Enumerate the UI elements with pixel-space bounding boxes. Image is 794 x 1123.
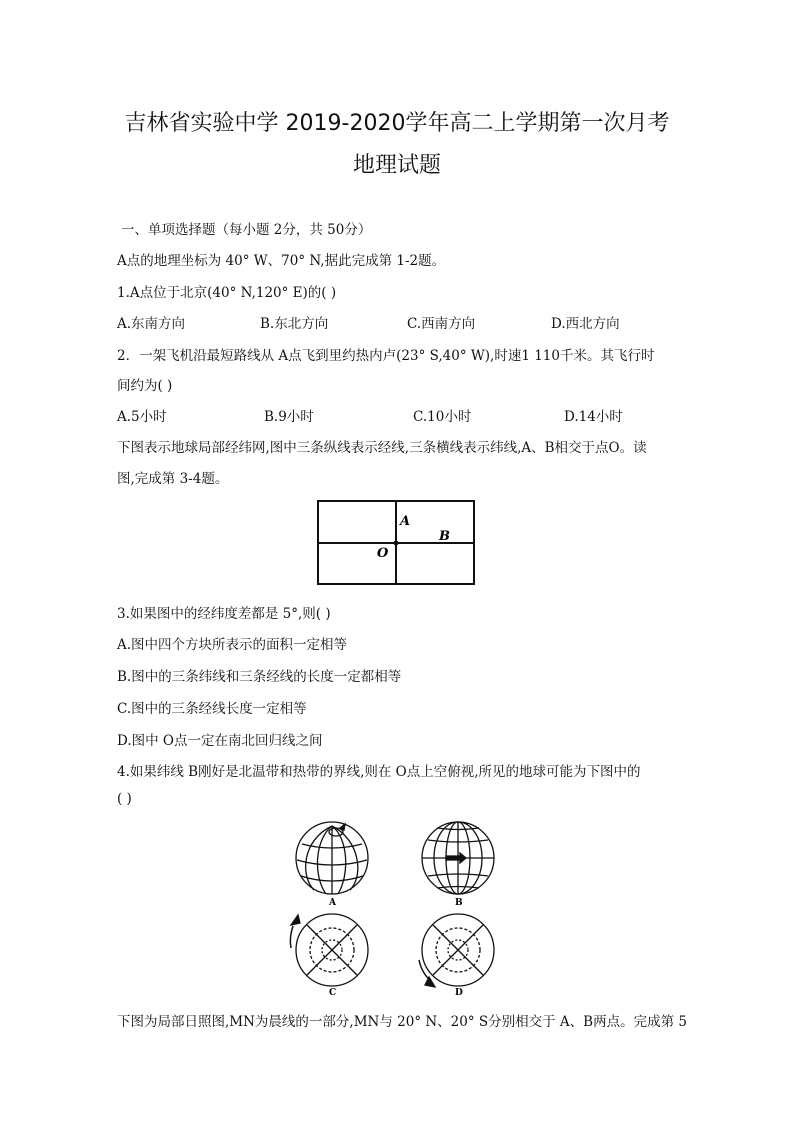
exam-title-line1: 吉林省实验中学 2019-2020学年高二上学期第一次月考	[124, 111, 670, 136]
lat-lon-grid-figure	[315, 498, 477, 588]
q3-option-d: D.图中 O点一定在南北回归线之间	[117, 733, 323, 749]
globe-b	[422, 822, 494, 894]
q3-option-c: C.图中的三条经线长度一定相等	[117, 701, 307, 717]
q2-option-c: C.10小时	[413, 409, 472, 425]
globe-c	[290, 914, 368, 986]
q2-option-d: D.14小时	[564, 409, 623, 425]
intro-q3-4-line2: 图,完成第 3-4题。	[117, 471, 229, 487]
q2-stem-line1: 2．一架飞机沿最短路线从 A点飞到里约热内卢(23° S,40° W),时速1 110千米。其飞行时	[117, 348, 655, 364]
globe-label-c: C	[329, 988, 337, 996]
grid-label-b: B	[439, 529, 450, 544]
point-o-marker	[394, 541, 399, 546]
q1-option-b: B.东北方向	[260, 316, 329, 332]
exam-title-line2: 地理试题	[352, 153, 441, 178]
q1-option-c: C.西南方向	[407, 316, 476, 332]
q4-stem-line2: ( )	[117, 791, 132, 807]
globe-options-figure	[288, 818, 508, 996]
globe-a	[296, 822, 368, 894]
q1-stem: 1.A点位于北京(40° N,120° E)的( )	[117, 285, 337, 301]
q2-option-b: B.9小时	[264, 409, 314, 425]
globe-label-a: A	[329, 898, 336, 908]
q1-option-a: A.东南方向	[117, 316, 186, 332]
q3-option-a: A.图中四个方块所表示的面积一定相等	[117, 637, 348, 653]
globe-d	[419, 914, 494, 987]
intro-q1-2: A点的地理坐标为 40° W、70° N,据此完成第 1-2题。	[117, 253, 446, 269]
globe-label-b: B	[455, 898, 463, 908]
grid-label-a: A	[400, 514, 411, 529]
section-heading: 一、单项选择题（每小题 2分，共 50分）	[121, 222, 372, 238]
q3-stem: 3.如果图中的经纬度差都是 5°,则( )	[117, 606, 331, 622]
q2-stem-line2: 间约为( )	[117, 378, 173, 394]
intro-q5: 下图为局部日照图,MN为晨线的一部分,MN与 20° N、20° S分别相交于 A、B两点。完成第 5	[117, 1014, 687, 1030]
q4-stem-line1: 4.如果纬线 B刚好是北温带和热带的界线,则在 O点上空俯视,所见的地球可能为下图中的	[117, 764, 641, 780]
q2-option-a: A.5小时	[117, 409, 167, 425]
globe-label-d: D	[455, 988, 463, 996]
grid-label-o: O	[377, 546, 389, 561]
q1-option-d: D.西北方向	[551, 316, 620, 332]
q3-option-b: B.图中的三条纬线和三条经线的长度一定都相等	[117, 669, 402, 685]
intro-q3-4-line1: 下图表示地球局部经纬网,图中三条纵线表示经线,三条横线表示纬线,A、B相交于点O。读	[117, 440, 647, 456]
